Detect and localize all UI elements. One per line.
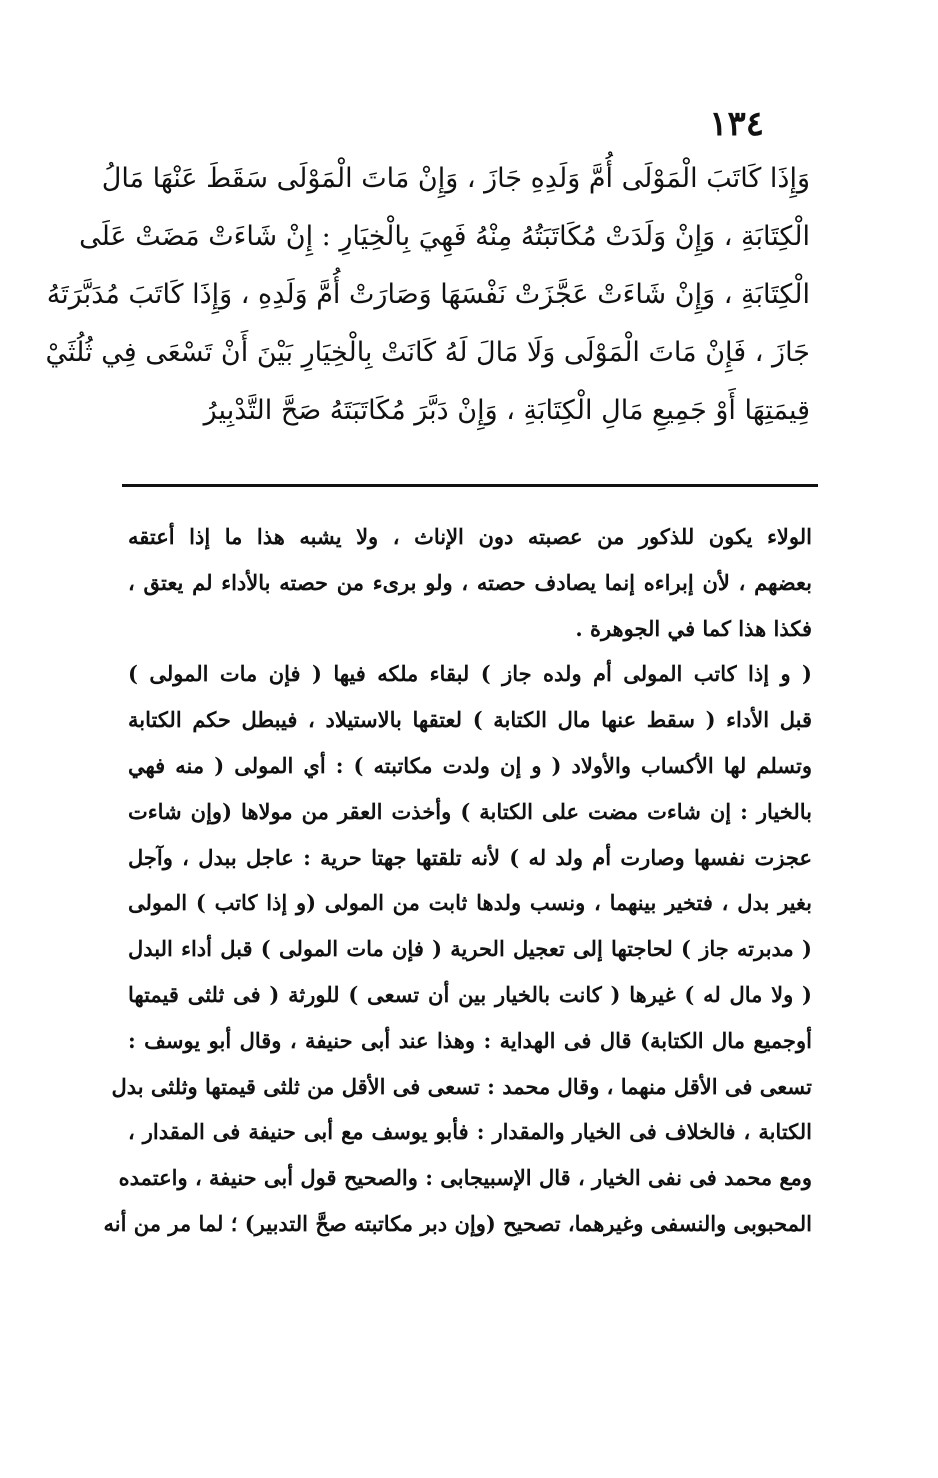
- commentary-line: الولاء يكون للذكور من عصبته دون الإناث ، ولا يشبه هذا ما إذا أعتقه: [128, 524, 812, 549]
- main-text-line: جَازَ ، فَإِنْ مَاتَ الْمَوْلَى وَلَا مَالَ لَهُ كَانَتْ بِالْخِيَارِ بَيْنَ أَنْ تَسْعَى فِي ثُلُثَيْ: [45, 337, 810, 368]
- main-text-line: الْكِتَابَةِ ، وَإِنْ وَلَدَتْ مُكَاتَبَتُهُ مِنْهُ فَهِيَ بِالْخِيَارِ : إِنْ شَاءَتْ مَضَتْ عَلَى: [79, 221, 810, 252]
- commentary-line: وتسلم لها الأكساب والأولاد ( و إن ولدت مكاتبته ) : أي المولى ( منه فهي: [128, 752, 812, 778]
- main-text-line: وَإِذَا كَاتَبَ الْمَوْلَى أُمَّ وَلَدِهِ جَازَ ، وَإِنْ مَاتَ الْمَوْلَى سَقَطَ عَنْهَا مَالُ: [101, 163, 810, 194]
- commentary-line: المحبوبى والنسفى وغيرهما، تصحيح (وإن دبر مكاتبته صحَّ التدبير) ؛ لما مر من أنه: [103, 1210, 812, 1236]
- commentary-line: ( ولا مال له ) غيرها ( كانت بالخيار بين أن تسعى ) للورثة ( فى ثلثى قيمتها: [128, 981, 812, 1007]
- commentary-line: الكتابة ، فالخلاف فى الخيار والمقدار : فأبو يوسف مع أبى حنيفة فى المقدار ،: [128, 1119, 812, 1145]
- main-text-block: [45, 150, 810, 440]
- commentary-line: بعضهم ، لأن إبراءه إنما يصادف حصته ، ولو برىء من حصته بالأداء لم يعتق ،: [128, 569, 812, 595]
- page-number: ١٣٤: [709, 104, 764, 144]
- commentary-block: [103, 514, 812, 1247]
- commentary-line: قبل الأداء ( سقط عنها مال الكتابة ) لعتقها بالاستيلاد ، فيبطل حكم الكتابة: [128, 707, 812, 733]
- section-divider: [122, 484, 818, 487]
- commentary-line: ومع محمد فى نفى الخيار ، قال الإسبيجابى : والصحيح قول أبى حنيفة ، واعتمده: [118, 1165, 812, 1191]
- commentary-line: أوجميع مال الكتابة) قال فى الهداية : وهذا عند أبى حنيفة ، وقال أبو يوسف :: [128, 1027, 812, 1053]
- commentary-line: ( و إذا كاتب المولى أم ولده جاز ) لبقاء ملكه فيها ( فإن مات المولى ): [128, 661, 812, 687]
- commentary-line: عجزت نفسها وصارت أم ولد له ) لأنه تلقتها جهتا حرية : عاجل ببدل ، وآجل: [128, 844, 812, 870]
- main-text-line: قِيمَتِهَا أَوْ جَمِيعِ مَالِ الْكِتَابَةِ ، وَإِنْ دَبَّرَ مُكَاتَبَتَهُ صَحَّ التَّدْبِيرُ: [203, 395, 810, 426]
- commentary-line: ( مدبرته جاز ) لحاجتها إلى تعجيل الحرية ( فإن مات المولى ) قبل أداء البدل: [128, 936, 812, 962]
- main-text-line: الْكِتَابَةِ ، وَإِنْ شَاءَتْ عَجَّزَتْ نَفْسَهَا وَصَارَتْ أُمَّ وَلَدِهِ ، وَإِذَا كَاتَبَ مُدَبَّرَتَهُ: [46, 279, 810, 310]
- commentary-line: بغير بدل ، فتخير بينهما ، ونسب ولدها ثابت من المولى (و إذا كاتب ) المولى: [128, 890, 812, 916]
- commentary-line: فكذا هذا كما في الجوهرة .: [575, 615, 812, 641]
- commentary-line: بالخيار : إن شاءت مضت على الكتابة ) وأخذت العقر من مولاها (وإن شاءت: [128, 798, 812, 824]
- commentary-line: تسعى فى الأقل منهما ، وقال محمد : تسعى فى الأقل من ثلثى قيمتها وثلثى بدل: [111, 1073, 812, 1099]
